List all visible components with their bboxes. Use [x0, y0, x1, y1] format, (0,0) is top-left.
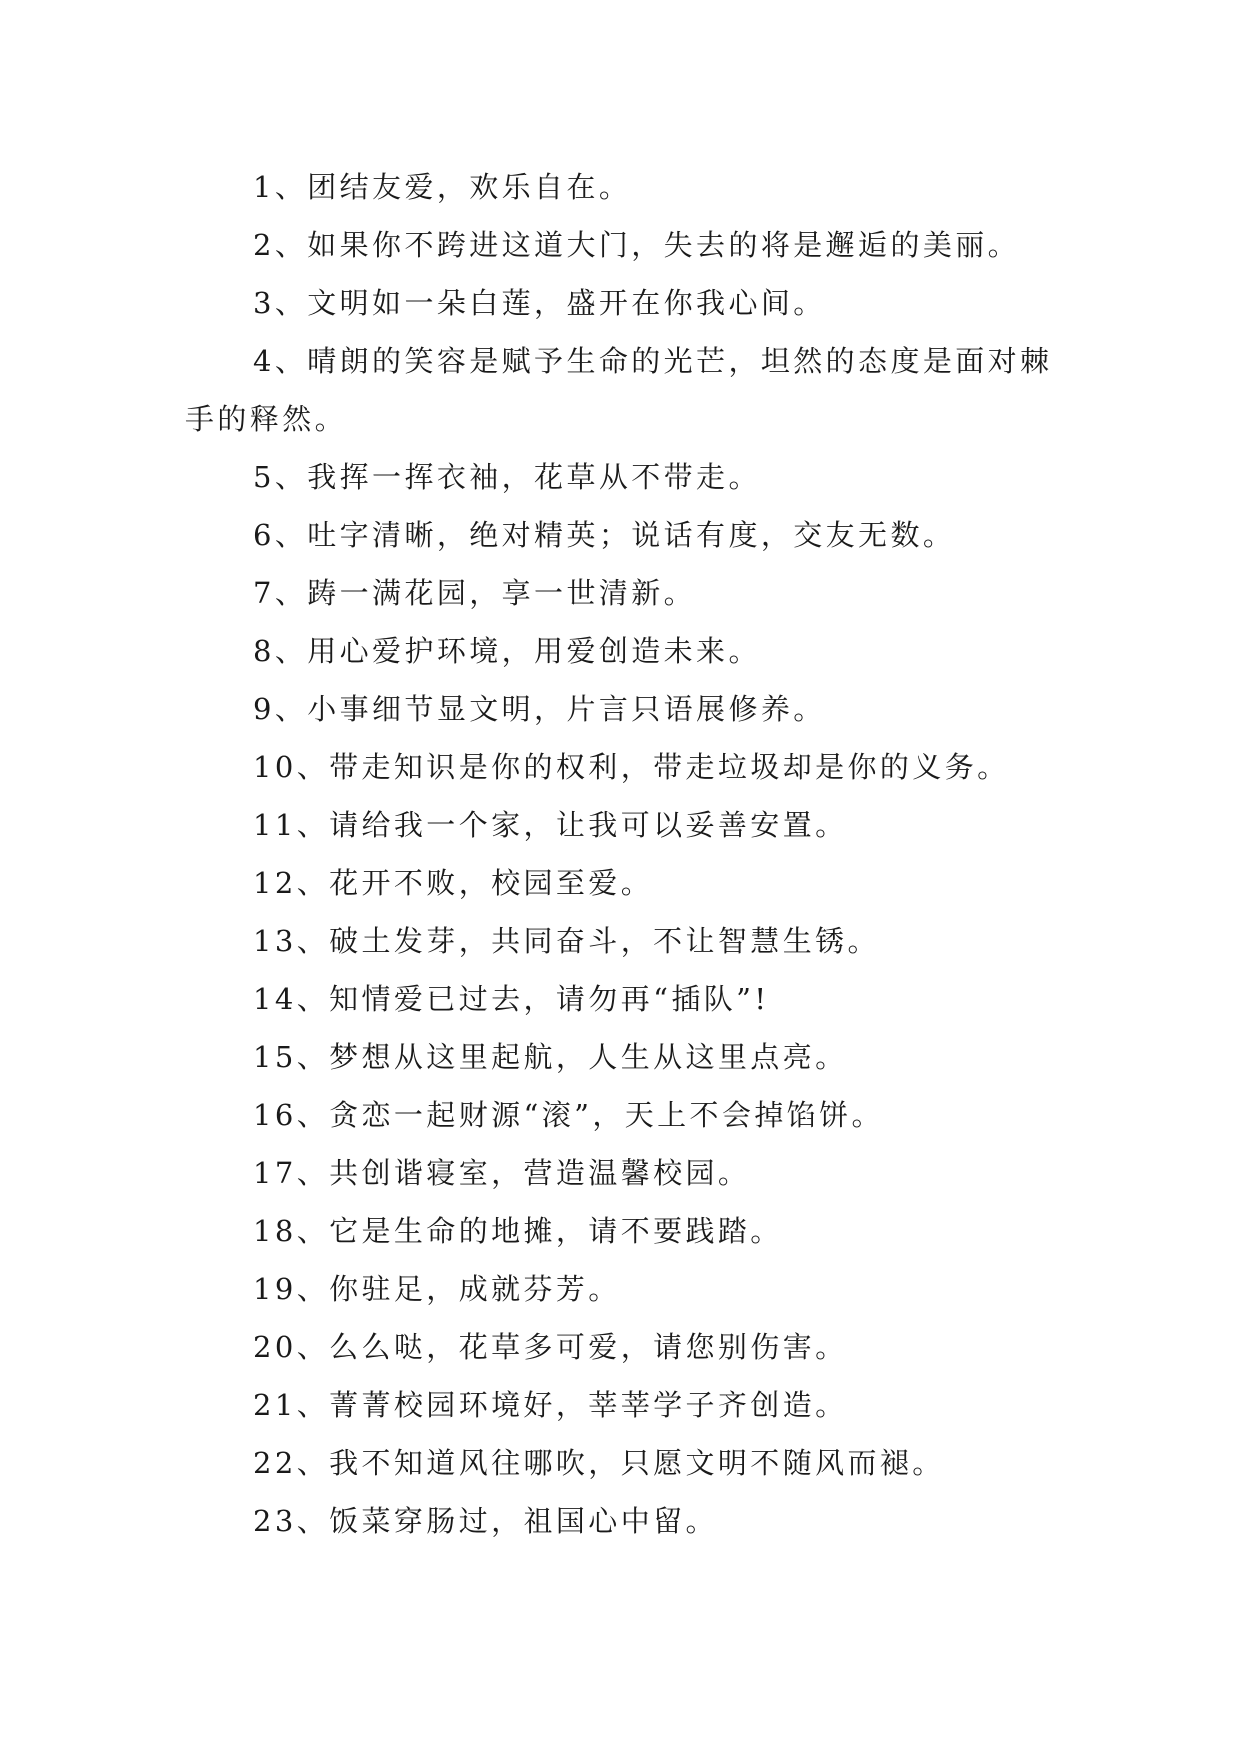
slogan-line-22: 22、我不知道风往哪吹，只愿文明不随风而褪。: [253, 1446, 945, 1480]
slogan-line-8: 8、用心爱护环境，用爱创造未来。: [253, 634, 761, 668]
slogan-line-18: 18、它是生命的地摊，请不要践踏。: [253, 1214, 783, 1248]
slogan-line-3: 3、文明如一朵白莲，盛开在你我心间。: [253, 286, 826, 320]
slogan-line-11: 11、请给我一个家，让我可以妥善安置。: [253, 808, 848, 842]
slogan-line-2: 2、如果你不跨进这道大门，失去的将是邂逅的美丽。: [253, 228, 1021, 262]
slogan-line-14: 14、知情爱已过去，请勿再“插队”!: [253, 982, 770, 1016]
slogan-line-6: 6、吐字清晰，绝对精英；说话有度，交友无数。: [253, 518, 956, 552]
slogan-line-20: 20、么么哒，花草多可爱，请您别伤害。: [253, 1330, 848, 1364]
slogan-line-16: 16、贪恋一起财源“滚”，天上不会掉馅饼。: [253, 1098, 884, 1132]
slogan-line-5: 5、我挥一挥衣袖，花草从不带走。: [253, 460, 761, 494]
slogan-line-21: 21、菁菁校园环境好，莘莘学子齐创造。: [253, 1388, 848, 1422]
slogan-line-17: 17、共创谐寝室，营造温馨校园。: [253, 1156, 751, 1190]
slogan-line-15: 15、梦想从这里起航，人生从这里点亮。: [253, 1040, 848, 1074]
slogan-line-1: 1、团结友爱，欢乐自在。: [253, 170, 632, 204]
slogan-list: [185, 158, 1065, 1550]
slogan-line-9: 9、小事细节显文明，片言只语展修养。: [253, 692, 826, 726]
slogan-line-10: 10、带走知识是你的权利，带走垃圾却是你的义务。: [253, 750, 1010, 784]
slogan-line-13: 13、破土发芽，共同奋斗，不让智慧生锈。: [253, 924, 880, 958]
slogan-line-12: 12、花开不败，校园至爱。: [253, 866, 654, 900]
slogan-line-19: 19、你驻足，成就芬芳。: [253, 1272, 621, 1306]
slogan-line-23: 23、饭菜穿肠过，祖国心中留。: [253, 1504, 718, 1538]
slogan-line-7: 7、踌一满花园，享一世清新。: [253, 576, 697, 610]
slogan-line-4: 4、晴朗的笑容是赋予生命的光芒，坦然的态度是面对棘手的释然。: [185, 344, 1053, 436]
